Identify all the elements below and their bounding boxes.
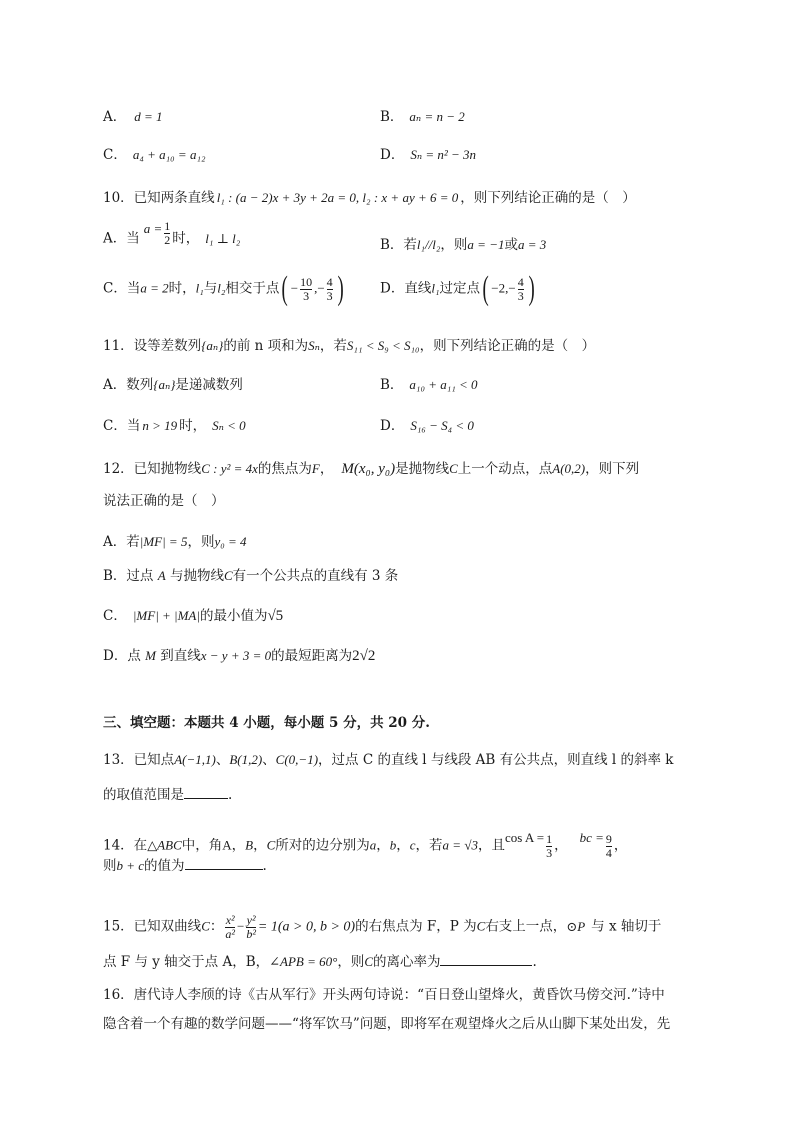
option-text: 与抛物线 [165,568,224,584]
option-label: C． [103,608,127,624]
math-expression: a₁₀ + a₁₁ < 0 [409,377,478,392]
minus-sign: − [508,280,516,296]
math-expression: S₁₁ < S₉ < S₁₀ [346,338,420,353]
question-text: 的取值范围是 [103,787,184,803]
question-text: . [262,858,267,874]
fraction-den: 4 [605,845,612,860]
question-text: ， [376,837,390,854]
math-expression: n > 19 [142,418,178,433]
math-var: F [311,461,320,476]
math-var: l₁ [431,280,440,296]
question-text: ， [613,837,628,854]
fraction-num: 10 [300,274,313,289]
math-expression: aₙ = n − 2 [409,109,465,124]
question-text: 中，角 [181,837,223,854]
answer-blank[interactable] [185,859,263,870]
q16-line2: 隐含着一个有趣的数学问题——“将军饮马”问题，即将军在观望烽火之后从山脚下某处出发，先 [103,1016,671,1032]
option-text: ，则 [187,534,215,550]
option-text: C．当 [103,280,141,297]
option-label: D． [380,418,405,434]
math-expression: {aₙ} [201,338,224,353]
q9-option-d [380,148,476,163]
question-text: 所对的边分别为 [275,837,370,854]
math-expression: M(x₀, y₀) [341,461,396,477]
fraction-num: 1 [164,219,171,233]
comma-minus: ,− [314,280,325,296]
question-text: 右支上一点， [485,918,567,935]
math-expression: y₀ = 4 [214,534,247,549]
math-expression: l₁ : (a − 2)x + 3y + 2a = 0, l₂ : x + ay + 6 = 0 [216,190,459,205]
fraction [546,833,552,859]
question-text: 14．在 [103,837,148,854]
option-text: 到直线 [155,648,201,664]
math-var: C [476,918,486,934]
math-expression: x − y + 3 = 0 [200,648,272,663]
q10-stem [103,191,636,206]
question-text: 的右焦点为 F，P 为 [355,918,477,935]
math-expression: △ABC [147,837,182,853]
fraction-num: x² [225,913,235,927]
option-text: D．直线 [380,280,432,297]
q12-option-b [103,569,398,584]
fraction [606,833,612,859]
question-text: ，若 [415,837,443,854]
option-text: 时， [172,230,200,247]
question-text: ： [209,918,224,935]
math-expression: a₄ + a₁₀ = a₁₂ [132,147,206,162]
math-expression: S₁₆ − S₄ < 0 [410,418,474,433]
question-text: 15．已知双曲线 [103,918,202,935]
fraction-num: 9 [605,832,612,846]
math-expression: C(0,−1) [275,752,319,767]
fraction-den: 3 [517,288,524,303]
answer-blank[interactable] [440,955,532,966]
math-var: l₁ [195,280,204,296]
math-expression: {aₙ} [153,377,176,392]
math-var: C [223,568,233,583]
question-text: 、 [262,752,276,768]
question-text: 的值为 [144,858,185,874]
math-expression: b + c [116,858,145,873]
math-expression: cos A = [504,829,545,845]
q15-line1 [103,914,661,940]
answer-blank[interactable] [184,788,228,799]
q12-option-a [103,535,247,550]
question-text: ，且 [477,837,505,854]
option-label: B． [380,109,404,125]
math-expression: Sₙ < 0 [212,418,246,433]
fraction [225,914,235,940]
question-text: 10．已知两条直线 [103,190,215,206]
math-var: C [266,837,276,853]
question-text: ， [319,461,334,477]
question-text: 12．已知抛物线 [103,461,202,477]
option-text: 或 [504,237,518,253]
math-var: c [409,837,416,853]
math-expression: ⊙P [566,918,586,934]
left-paren: ( [482,270,489,307]
math-expression: C : y² = 4x [201,461,258,476]
math-var: l₂ [217,280,226,296]
question-text: ， [396,837,410,854]
math-expression: 2√2 [352,648,376,664]
question-text: 11．设等差数列 [103,338,202,354]
q9-option-a [103,110,163,125]
question-text: 的前 n 项和为 [223,338,309,354]
math-var: A [222,837,232,853]
fraction-den: 3 [326,288,333,303]
fraction-num: y² [246,913,256,927]
math-var: a = [143,220,163,236]
option-text: D．点 [103,648,146,664]
q13-line2 [103,788,232,803]
option-label: C． [103,147,127,163]
option-text: A．若 [103,534,140,550]
question-text: 、 [215,752,230,768]
math-var: C [201,918,210,934]
question-text: 点 F 与 y 轴交于点 A，B， [103,954,270,970]
question-text: ， [253,837,267,854]
math-expression: A(0,2) [552,461,586,476]
question-text: ，若 [319,338,347,354]
question-text: ， [231,837,246,854]
math-expression: a = −1 [467,237,505,252]
fraction-den: 3 [546,845,553,860]
option-label: A． [103,109,127,125]
option-text: ，则 [440,237,468,253]
math-expression: √5 [267,608,284,624]
fraction-den: b² [246,926,256,941]
question-text: . [532,954,537,970]
question-text: . [228,787,233,803]
math-expression: l₁ ⊥ l₂ [205,230,241,246]
question-text: 的焦点为 [257,461,312,477]
math-expression: bc = [579,829,604,845]
question-text: ，则下列 [585,461,640,477]
math-var: b [389,837,397,853]
q11-option-d [380,419,474,434]
option-text: 过定点 [439,280,480,297]
minus-sign: − [236,918,245,934]
math-var: a [369,837,377,853]
question-text: ，则 [337,954,365,970]
math-expression: = 1(a > 0, b > 0) [257,919,356,935]
fraction-den: a² [225,926,235,941]
q12-stem-line2: 说法正确的是（ ） [103,493,225,509]
math-expression: |MF| + |MA| [132,608,200,623]
question-text: 与 x 轴切于 [591,918,662,935]
fraction-den: 2 [164,232,171,247]
q12-stem-line1 [103,462,639,477]
math-var: C [364,954,373,969]
left-paren: ( [281,270,289,307]
minus-sign: − [290,280,299,296]
math-expression: d = 1 [134,109,163,124]
fraction [164,220,170,246]
question-text: 的离心率为 [372,954,441,970]
option-text: A．当 [103,230,140,247]
question-text: ，则下列结论正确的是（ ） [460,190,636,206]
question-text: ，则下列结论正确的是（ ） [419,338,596,354]
option-text: 与 [203,280,218,297]
q11-stem [103,339,595,354]
q10-option-d [380,272,537,306]
option-text: 的最小值为 [199,608,268,624]
math-expression: A(−1,1) [174,752,216,767]
q16-line1: 16．唐代诗人李颀的诗《古从军行》开头两句诗说：“百日登山望烽火，黄昏饮马傍交河.”诗中 [103,987,665,1003]
option-label: B． [380,377,404,393]
option-text: B．过点 [103,568,158,584]
math-var: A [157,568,166,583]
option-text: 的最短距离为 [271,648,353,664]
section-heading: 三、填空题：本题共 4 小题，每小题 5 分，共 20 分. [103,715,430,731]
option-text: 有一个公共点的直线有 3 条 [232,568,399,584]
fraction-den: 3 [303,288,310,303]
fraction-num: 1 [546,832,553,846]
q12-option-d [103,649,375,664]
option-text: C．当 [103,418,141,434]
fraction [246,914,256,940]
math-expression: Sₙ = n² − 3n [410,147,477,162]
q11-option-c [103,419,246,434]
q11-option-a [103,378,243,393]
question-text: ，过点 C 的直线 l 与线段 AB 有公共点，则直线 l 的斜率 k [318,752,674,768]
question-text: 是抛物线 [395,461,450,477]
math-expression: a = 3 [517,237,547,252]
fraction [327,276,333,302]
question-text: 则 [103,858,117,874]
math-expression: ∠APB = 60° [269,954,338,969]
question-text: 13．已知点 [103,752,175,768]
q10-option-a [103,219,241,252]
q9-option-b [380,110,465,125]
question-text: ， [554,837,568,854]
option-text: B．若 [380,237,417,253]
option-label: D． [380,147,405,163]
q15-line2 [103,955,537,970]
q13-line1 [103,753,673,768]
math-expression: −2, [491,280,509,296]
math-var: B [245,837,254,853]
math-var: M [145,648,156,663]
option-text: 是递减数列 [175,377,243,393]
math-var: Sₙ [308,338,320,353]
fraction-num: 4 [326,274,333,289]
right-paren: ) [528,270,535,307]
q12-option-c [103,609,283,624]
q14-line2 [103,859,267,874]
q10-option-c [103,272,346,306]
math-expression: B(1,2) [229,752,263,767]
option-text: 相交于点 [225,280,280,297]
q14-line1 [103,829,628,860]
fraction-num: 4 [517,274,524,289]
q10-option-b [380,238,546,253]
option-text: A．数列 [103,377,154,393]
question-text: 上一个动点，点 [457,461,553,477]
q9-option-c [103,148,206,163]
fraction [300,276,312,302]
q11-option-b [380,378,478,393]
math-expression: l₁//l₂ [416,237,441,252]
math-expression: a = 2 [140,280,169,296]
option-text: 时， [179,418,207,434]
option-text: 时， [168,280,196,297]
fraction [518,276,524,302]
right-paren: ) [337,270,344,307]
math-expression: a = √3 [442,837,478,853]
math-expression: |MF| = 5 [139,534,188,549]
math-var: C [449,461,458,476]
